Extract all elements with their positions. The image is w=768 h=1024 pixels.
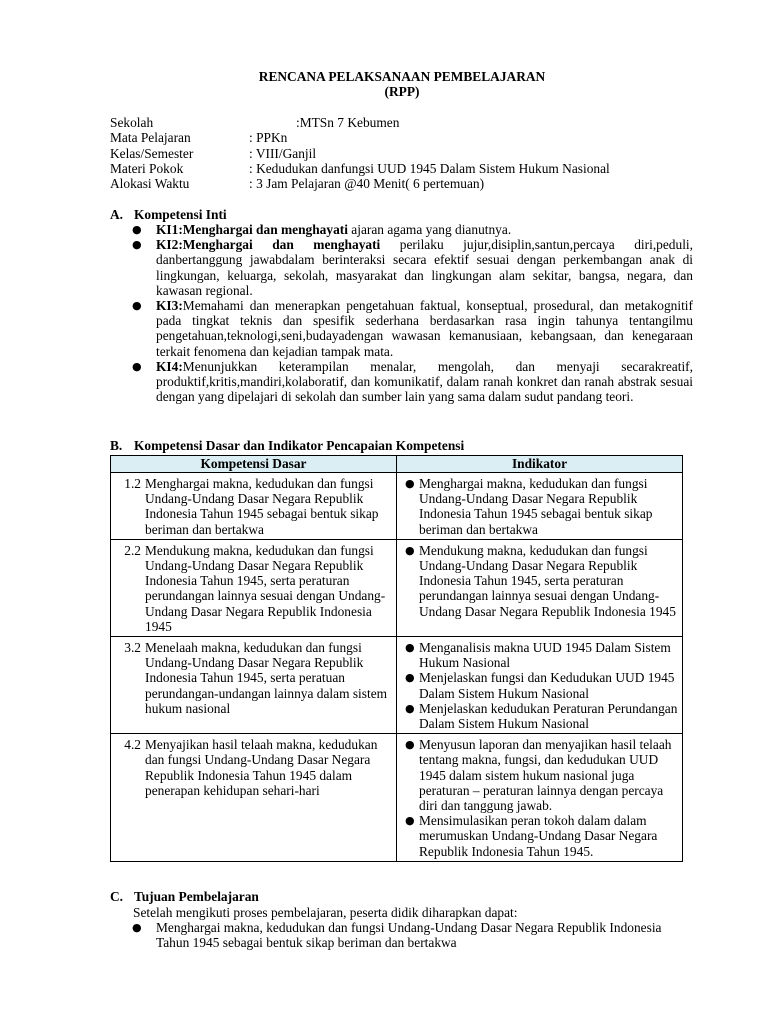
- table-row: [111, 734, 683, 862]
- meta-row-kelas: [110, 145, 317, 161]
- ki-label: KI3:: [156, 298, 183, 314]
- kd-text: Menyajikan hasil telaah makna, kedudukan dan fungsi Undang-Undang Dasar Negara Republik Indonesia Tahun 1945 dalam penerapan kehidupan sehari-hari: [145, 737, 378, 798]
- column-header-indikator: Indikator: [397, 456, 683, 473]
- indicator-text: Mensimulasikan peran tokoh dalam dalam merumuskan Undang-Undang Dasar Negara Republik Indonesia Tahun 1945.: [419, 813, 658, 859]
- kompetensi-table: [110, 455, 683, 862]
- section-b-heading: [110, 438, 464, 453]
- table-row: [111, 473, 683, 540]
- kompetensi-inti-list: [132, 222, 693, 405]
- meta-row-materi: [110, 160, 610, 176]
- bullet-icon: ●: [132, 299, 142, 313]
- ki-label: KI2:Menghargai dan menghayati: [156, 237, 381, 253]
- ki-label: KI4:: [156, 358, 183, 374]
- ki-text: Menunjukkan keterampilan menalar, mengolah, dan menyaji secarakreatif, produktif,kritis,mandiri,kolaboratif, dan komunikatif, dalam ranah konkret dan ranah abstrak sesuai dengan yang dipelajari di sekolah dan sumber lain yang sama dalam sudut pandang teori.: [156, 358, 693, 405]
- list-item: [401, 640, 678, 670]
- tujuan-text: Menghargai makna, kedudukan dan fungsi Undang-Undang Dasar Negara Republik Indonesia Tahun 1945 sebagai bentuk sikap beriman dan bertakwa: [156, 920, 662, 951]
- indicator-text: Menganalisis makna UUD 1945 Dalam Sistem Hukum Nasional: [419, 640, 671, 671]
- ki-text: perilaku jujur,disiplin,santun,percaya diri,peduli, danbertanggung jawabdalam berinteraksi secara efektif sesuai dengan perkembangan anak di lingkungan, keluarga, sekolah, masyarakat dan lingkungan alam sekitar, bangsa, negara, dan kawasan regional.: [156, 237, 693, 298]
- table-row: [111, 637, 683, 734]
- kd-text: Menghargai makna, kedudukan dan fungsi Undang-Undang Dasar Negara Republik Indonesia Tahun 1945 sebagai bentuk sikap beriman dan bertakwa: [145, 476, 379, 537]
- meta-value: : PPKn: [249, 130, 288, 146]
- tujuan-intro: Setelah mengikuti proses pembelajaran, peserta didik diharapkan dapat:: [133, 905, 518, 920]
- bullet-icon: ●: [405, 477, 415, 490]
- meta-label: Kelas/Semester: [110, 145, 194, 161]
- ki-text: ajaran agama yang dianutnya.: [347, 222, 512, 237]
- bullet-icon: ●: [405, 814, 415, 828]
- meta-value: : VIII/Ganjil: [249, 145, 317, 161]
- bullet-icon: ●: [132, 359, 142, 373]
- indicator-cell: [397, 473, 683, 540]
- list-item: [401, 737, 678, 813]
- identity-block: [110, 115, 610, 192]
- meta-value: : Kedudukan danfungsi UUD 1945 Dalam Sistem Hukum Nasional: [249, 160, 610, 176]
- indicator-text: Menghargai makna, kedudukan dan fungsi Undang-Undang Dasar Negara Republik Indonesia Tahun 1945 sebagai bentuk sikap beriman dan bertakwa: [419, 476, 653, 537]
- section-letter: B.: [110, 438, 123, 453]
- indicator-text: Mendukung makna, kedudukan dan fungsi Undang-Undang Dasar Negara Republik Indonesia Tahun 1945, serta peraturan perundangan lainnya sesuai dengan Undang-Undang Dasar Negara Republik Indonesia 1945: [419, 542, 676, 619]
- meta-label: Alokasi Waktu: [110, 176, 190, 192]
- list-item: [401, 701, 678, 731]
- indicator-text: Menjelaskan kedudukan Peraturan Perundangan Dalam Sistem Hukum Nasional: [419, 700, 678, 732]
- indicator-list: [401, 640, 678, 731]
- bullet-icon: ●: [405, 543, 415, 557]
- bullet-icon: ●: [405, 701, 415, 715]
- section-c-heading: [110, 889, 259, 904]
- section-title: Kompetensi Inti: [134, 207, 227, 222]
- ki-text: Memahami dan menerapkan pengetahuan faktual, konseptual, prosedural, dan metakognitif pada tingkat teknis dan spesifik sederhana berdasarkan rasa ingin tahunya tentangilmu pengetahuan,teknologi,seni,budayadengan wawasan kemanusiaan, kebangsaan, dan kenegaraan terkait fenomena dan kejadian tampak mata.: [156, 298, 693, 359]
- indicator-text: Menyusun laporan dan menyajikan hasil telaah tentang makna, fungsi, dan kedudukan UUD 1945 dalam sistem hukum nasional juga peraturan – peraturan lainnya dengan percaya diri dan tanggung jawab.: [419, 737, 672, 814]
- meta-value: :MTSn 7 Kebumen: [296, 115, 400, 130]
- kd-cell: [111, 473, 397, 540]
- list-item: [132, 237, 693, 298]
- title-line-1: RENCANA PELAKSANAAN PEMBELAJARAN: [258, 69, 546, 84]
- meta-row-mapel: [110, 130, 288, 146]
- indicator-cell: [397, 734, 683, 862]
- kd-number: 4.2: [124, 737, 141, 753]
- ki-label: KI1:Menghargai dan menghayati: [156, 222, 348, 237]
- tujuan-list: [132, 920, 696, 951]
- meta-value: : 3 Jam Pelajaran @40 Menit( 6 pertemuan): [249, 176, 485, 192]
- kd-cell: [111, 734, 397, 862]
- section-letter: A.: [110, 207, 124, 222]
- list-item: [132, 920, 696, 951]
- column-header-kompetensi: Kompetensi Dasar: [111, 456, 397, 473]
- indicator-list: [401, 543, 678, 619]
- section-letter: C.: [110, 889, 124, 904]
- indicator-cell: [397, 539, 683, 636]
- list-item: [401, 476, 678, 537]
- section-title: Tujuan Pembelajaran: [134, 889, 259, 904]
- kd-text: Mendukung makna, kedudukan dan fungsi Undang-Undang Dasar Negara Republik Indonesia Tahun 1945, serta peraturan perundangan lainnya sesuai dengan Undang-Undang Dasar Negara Republik Indonesia 1945: [145, 542, 386, 634]
- bullet-icon: ●: [132, 223, 142, 236]
- meta-label: Sekolah: [110, 115, 154, 130]
- bullet-icon: ●: [132, 921, 142, 934]
- kd-cell: [111, 539, 397, 636]
- indicator-list: [401, 476, 678, 537]
- list-item: [401, 670, 678, 700]
- kd-number: 2.2: [124, 542, 141, 558]
- bullet-icon: ●: [405, 641, 415, 655]
- indicator-text: Menjelaskan fungsi dan Kedudukan UUD 1945 Dalam Sistem Hukum Nasional: [419, 670, 675, 701]
- section-a-heading: [110, 207, 227, 222]
- list-item: [132, 298, 693, 359]
- document-title: [0, 69, 768, 99]
- kd-cell: [111, 637, 397, 734]
- meta-row-sekolah: [110, 115, 400, 130]
- meta-row-waktu: [110, 176, 485, 192]
- kd-number: 3.2: [124, 640, 141, 656]
- list-item: [401, 813, 678, 859]
- kd-text: Menelaah makna, kedudukan dan fungsi Undang-Undang Dasar Negara Republik Indonesia Tahun 1945, serta peratuan perundangan-undangan lainnya dalam sistem hukum nasional: [145, 640, 388, 716]
- table-row: [111, 539, 683, 636]
- meta-label: Materi Pokok: [110, 160, 184, 176]
- indicator-cell: [397, 637, 683, 734]
- list-item: [132, 222, 693, 237]
- bullet-icon: ●: [405, 671, 415, 685]
- bullet-icon: ●: [132, 238, 142, 252]
- bullet-icon: ●: [405, 738, 415, 752]
- section-title: Kompetensi Dasar dan Indikator Pencapaian Kompetensi: [134, 438, 465, 453]
- table-header-row: [111, 456, 683, 473]
- meta-label: Mata Pelajaran: [110, 130, 191, 146]
- title-line-2: (RPP): [384, 84, 420, 100]
- kd-number: 1.2: [124, 476, 141, 491]
- list-item: [132, 358, 693, 405]
- list-item: [401, 543, 678, 619]
- indicator-list: [401, 737, 678, 859]
